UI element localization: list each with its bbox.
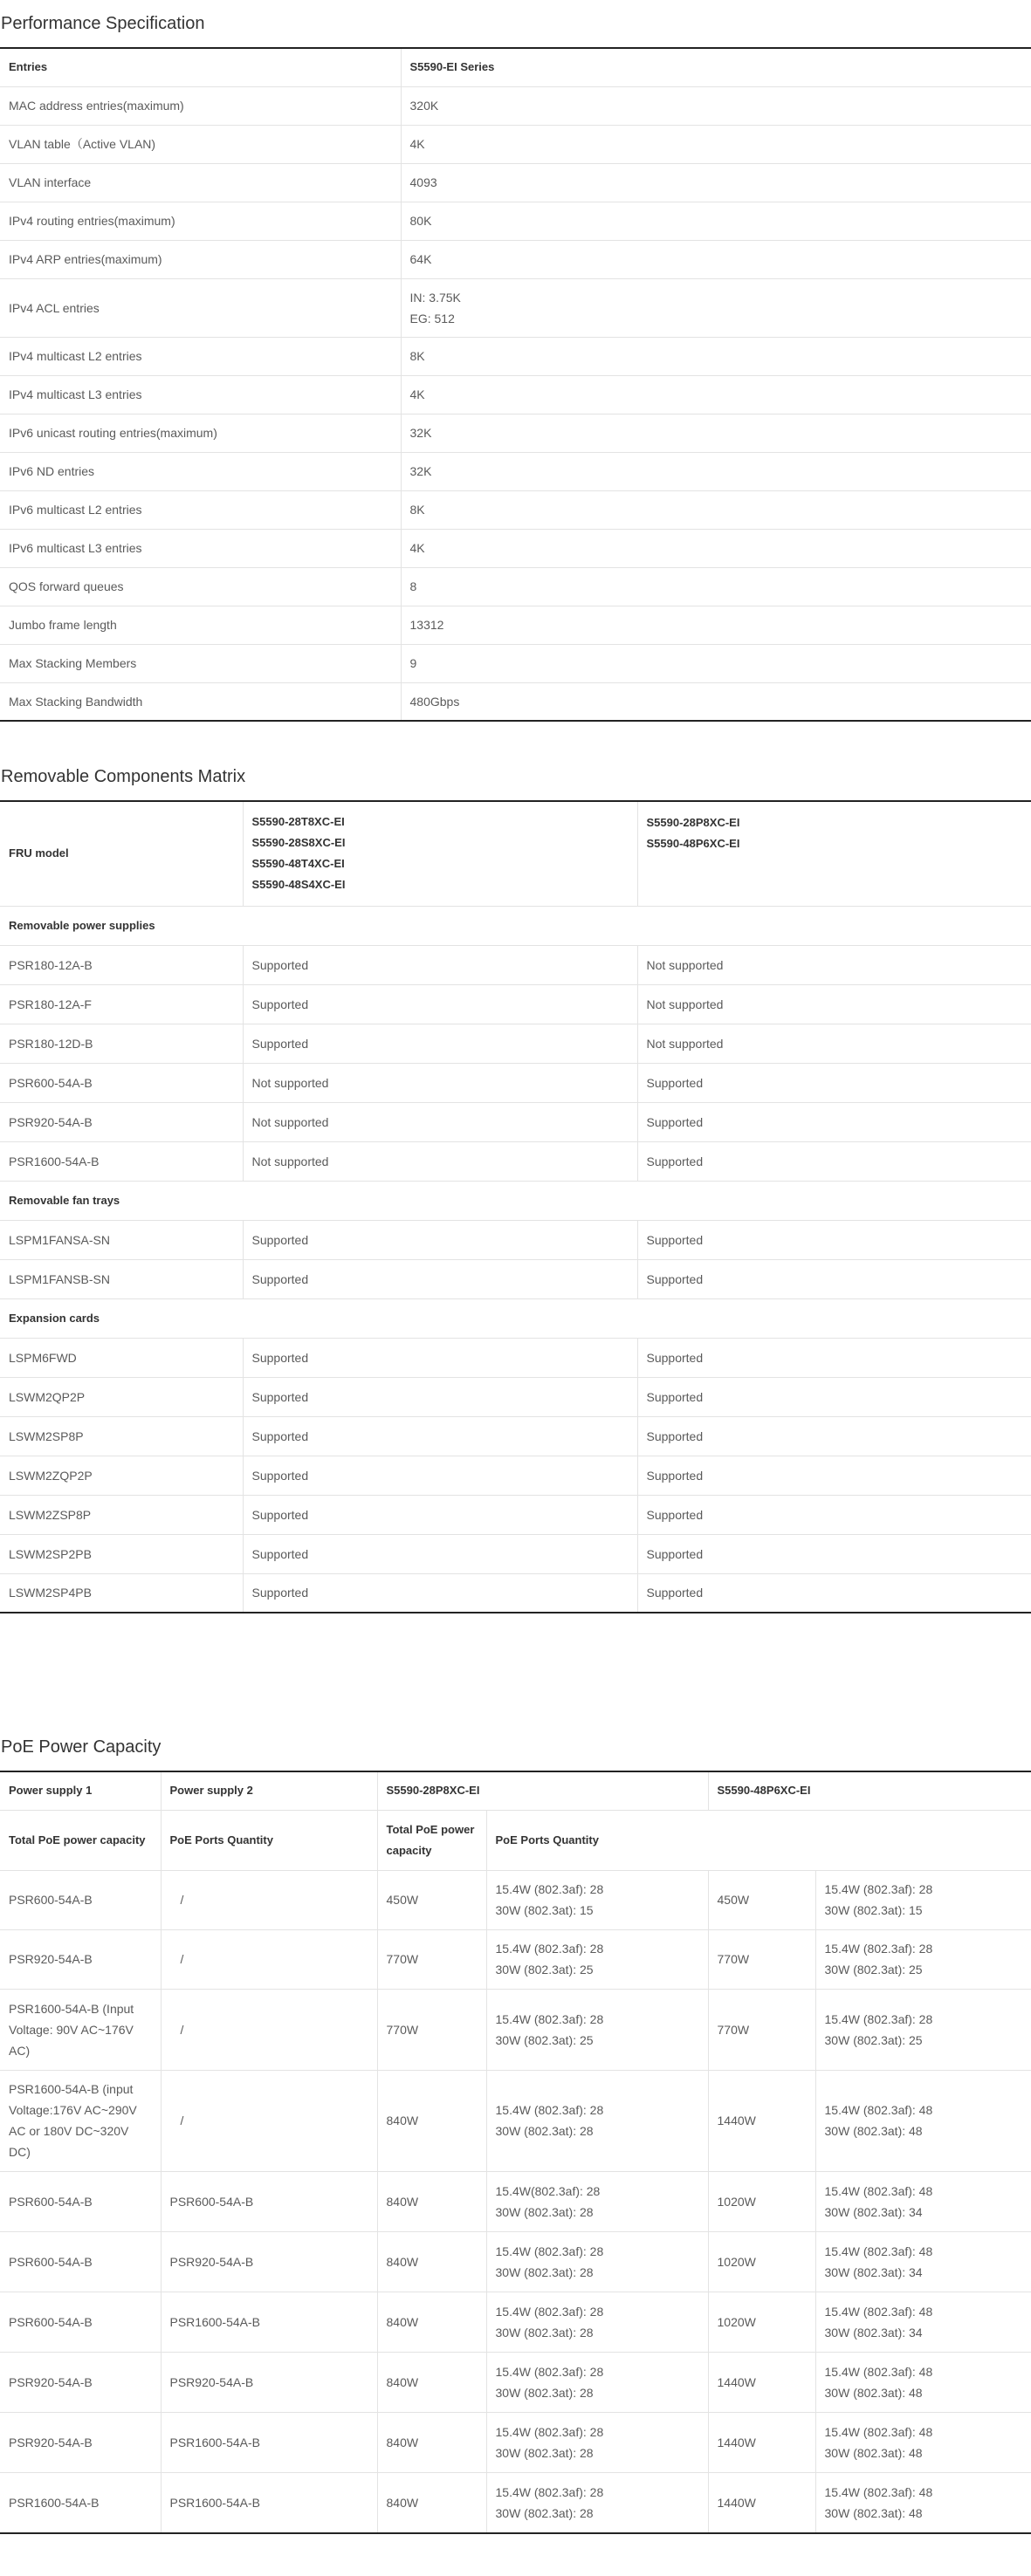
fru-model: LSWM2ZSP8P xyxy=(0,1495,243,1534)
ps1: PSR920-54A-B xyxy=(0,2352,161,2412)
fru-model: LSWM2SP4PB xyxy=(0,1573,243,1613)
ps1: PSR920-54A-B xyxy=(0,2412,161,2472)
capacity-b: 1440W xyxy=(708,2352,815,2412)
perf-cell-value: 8 xyxy=(401,567,1031,606)
ps1: PSR600-54A-B xyxy=(0,2231,161,2292)
ps2: PSR600-54A-B xyxy=(161,2171,377,2231)
poe-header-model-a: S5590-28P8XC-EI xyxy=(377,1771,708,1810)
ports-line: 30W (802.3at): 28 xyxy=(495,2445,594,2460)
ports-a xyxy=(486,1989,708,2070)
capacity-b: 1020W xyxy=(708,2292,815,2352)
table-row xyxy=(0,375,1031,414)
perf-cell-label: Jumbo frame length xyxy=(0,606,401,644)
ps2: / xyxy=(161,1929,377,1989)
perf-cell-value: 4K xyxy=(401,529,1031,567)
capacity-a: 840W xyxy=(377,2412,486,2472)
perf-cell-value: 8K xyxy=(401,490,1031,529)
ps2: PSR1600-54A-B xyxy=(161,2472,377,2533)
capacity-b: 770W xyxy=(708,1929,815,1989)
table-row xyxy=(0,2472,1031,2533)
table-row xyxy=(0,945,1031,984)
table-row xyxy=(0,240,1031,278)
poe-header-model-b: S5590-48P6XC-EI xyxy=(708,1771,1031,1810)
section-label: Removable power supplies xyxy=(0,906,1031,945)
support-a: Supported xyxy=(243,1024,637,1063)
ports-line: 30W (802.3at): 25 xyxy=(824,1963,923,1977)
ports-b xyxy=(815,2171,1031,2231)
ps2: / xyxy=(161,2070,377,2171)
perf-cell-value: 32K xyxy=(401,414,1031,452)
model-name: S5590-28P8XC-EI xyxy=(646,816,740,829)
ps1: PSR920-54A-B xyxy=(0,1929,161,1989)
table-row xyxy=(0,1063,1031,1102)
perf-title: Performance Specification xyxy=(1,14,205,33)
support-b: Not supported xyxy=(637,945,1031,984)
perf-cell-label: Max Stacking Members xyxy=(0,644,401,682)
support-b: Supported xyxy=(637,1416,1031,1456)
model-name: S5590-48S4XC-EI xyxy=(251,878,346,892)
capacity-b: 1020W xyxy=(708,2171,815,2231)
ports-line: 30W (802.3at): 28 xyxy=(495,2124,594,2138)
table-row xyxy=(0,2231,1031,2292)
capacity-a: 770W xyxy=(377,1929,486,1989)
ports-a xyxy=(486,2472,708,2533)
model-name: S5590-28T8XC-EI xyxy=(251,815,345,829)
ports-line: 30W (802.3at): 34 xyxy=(824,2264,923,2279)
table-row xyxy=(0,1102,1031,1141)
poe-sub-capacity: Total PoE power capacity xyxy=(0,1810,161,1870)
capacity-b: 450W xyxy=(708,1870,815,1929)
perf-cell-label: VLAN interface xyxy=(0,163,401,202)
table-row xyxy=(0,2412,1031,2472)
table-row xyxy=(0,682,1031,721)
table-row xyxy=(0,414,1031,452)
perf-cell-label: IPv6 multicast L2 entries xyxy=(0,490,401,529)
perf-cell-value: 32K xyxy=(401,452,1031,490)
ps1: PSR600-54A-B xyxy=(0,2292,161,2352)
poe-header-ps1: Power supply 1 xyxy=(0,1771,161,1810)
fru-model: LSPM6FWD xyxy=(0,1338,243,1377)
ports-line: 30W (802.3at): 28 xyxy=(495,2264,594,2279)
perf-cell-value: 13312 xyxy=(401,606,1031,644)
ports-line: 30W (802.3at): 48 xyxy=(824,2445,923,2460)
table-row xyxy=(0,529,1031,567)
ports-line: 15.4W (802.3af): 28 xyxy=(495,2304,604,2319)
capacity-a: 840W xyxy=(377,2171,486,2231)
ports-line: 30W (802.3at): 34 xyxy=(824,2325,923,2340)
capacity-a: 840W xyxy=(377,2070,486,2171)
ps2: PSR920-54A-B xyxy=(161,2352,377,2412)
support-b: Not supported xyxy=(637,1024,1031,1063)
ports-line: 15.4W (802.3af): 28 xyxy=(824,1882,933,1896)
table-row xyxy=(0,2292,1031,2352)
poe-table xyxy=(0,1771,1031,2534)
ports-line: 15.4W (802.3af): 48 xyxy=(824,2244,933,2258)
ps1: PSR600-54A-B xyxy=(0,2171,161,2231)
ports-line: 30W (802.3at): 34 xyxy=(824,2204,923,2219)
ports-a xyxy=(486,2070,708,2171)
perf-cell-label: IPv6 unicast routing entries(maximum) xyxy=(0,414,401,452)
support-b: Supported xyxy=(637,1573,1031,1613)
support-b: Supported xyxy=(637,1102,1031,1141)
table-row xyxy=(0,1870,1031,1929)
ps1: PSR1600-54A-B xyxy=(0,2472,161,2533)
perf-cell-value: 8K xyxy=(401,337,1031,375)
section-row xyxy=(0,906,1031,945)
support-a: Supported xyxy=(243,1416,637,1456)
ports-line: 15.4W (802.3af): 48 xyxy=(824,2484,933,2499)
table-row xyxy=(0,337,1031,375)
poe-sub-ports: PoE Ports Quantity xyxy=(486,1810,1031,1870)
perf-cell-value: 9 xyxy=(401,644,1031,682)
ports-line: 15.4W (802.3af): 48 xyxy=(824,2103,933,2117)
ps2: PSR920-54A-B xyxy=(161,2231,377,2292)
poe-title: PoE Power Capacity xyxy=(1,1737,162,1757)
perf-cell-line: IN: 3.75K xyxy=(409,290,461,305)
ps2: / xyxy=(161,1870,377,1929)
ports-line: 30W (802.3at): 48 xyxy=(824,2505,923,2520)
table-row xyxy=(0,2352,1031,2412)
ports-a xyxy=(486,2412,708,2472)
ports-a xyxy=(486,1929,708,1989)
perf-cell-line: EG: 512 xyxy=(409,311,455,325)
support-a: Supported xyxy=(243,1495,637,1534)
ports-line: 15.4W (802.3af): 48 xyxy=(824,2364,933,2379)
ports-line: 30W (802.3at): 28 xyxy=(495,2505,594,2520)
perf-cell-value: 320K xyxy=(401,86,1031,125)
table-row xyxy=(0,1929,1031,1989)
perf-cell-label: IPv6 ND entries xyxy=(0,452,401,490)
support-a: Supported xyxy=(243,945,637,984)
table-row xyxy=(0,1573,1031,1613)
table-row xyxy=(0,163,1031,202)
capacity-b: 1020W xyxy=(708,2231,815,2292)
table-row xyxy=(0,1456,1031,1495)
perf-cell-value: 4K xyxy=(401,125,1031,163)
ports-a xyxy=(486,2231,708,2292)
support-b: Supported xyxy=(637,1063,1031,1102)
section-row xyxy=(0,1181,1031,1220)
perf-cell-label: IPv6 multicast L3 entries xyxy=(0,529,401,567)
perf-cell-label: MAC address entries(maximum) xyxy=(0,86,401,125)
ports-line: 30W (802.3at): 28 xyxy=(495,2204,594,2219)
table-row xyxy=(0,1495,1031,1534)
ports-line: 15.4W (802.3af): 28 xyxy=(495,2103,604,2117)
table-row xyxy=(0,202,1031,240)
ports-line: 30W (802.3at): 15 xyxy=(824,1903,923,1917)
support-a: Not supported xyxy=(243,1063,637,1102)
perf-header-row xyxy=(0,48,1031,86)
perf-cell-label: IPv4 ARP entries(maximum) xyxy=(0,240,401,278)
support-b: Supported xyxy=(637,1495,1031,1534)
model-name: S5590-28S8XC-EI xyxy=(251,836,346,850)
support-b: Supported xyxy=(637,1456,1031,1495)
ps2: / xyxy=(161,1989,377,2070)
ports-line: 30W (802.3at): 25 xyxy=(495,1963,594,1977)
support-b: Supported xyxy=(637,1220,1031,1259)
fru-model: LSWM2ZQP2P xyxy=(0,1456,243,1495)
poe-sub-ports: PoE Ports Quantity xyxy=(161,1810,377,1870)
ports-line: 15.4W (802.3af): 28 xyxy=(495,2484,604,2499)
support-a: Supported xyxy=(243,1377,637,1416)
table-row xyxy=(0,278,1031,337)
table-row xyxy=(0,2070,1031,2171)
ports-a xyxy=(486,2352,708,2412)
table-row xyxy=(0,1534,1031,1573)
ports-line: 15.4W (802.3af): 28 xyxy=(495,2364,604,2379)
perf-cell-value: 80K xyxy=(401,202,1031,240)
support-a: Supported xyxy=(243,1259,637,1298)
capacity-b: 1440W xyxy=(708,2472,815,2533)
perf-cell-value xyxy=(401,278,1031,337)
table-row xyxy=(0,86,1031,125)
support-a: Supported xyxy=(243,1338,637,1377)
comp-header-row xyxy=(0,801,1031,906)
ports-b xyxy=(815,1929,1031,1989)
section-row xyxy=(0,1298,1031,1338)
table-row xyxy=(0,1024,1031,1063)
comp-header-fru: FRU model xyxy=(0,801,243,906)
ports-line: 30W (802.3at): 28 xyxy=(495,2385,594,2400)
table-row xyxy=(0,984,1031,1024)
capacity-b: 1440W xyxy=(708,2070,815,2171)
ports-line: 30W (802.3at): 48 xyxy=(824,2124,923,2138)
poe-subheader-row xyxy=(0,1810,1031,1870)
ports-b xyxy=(815,2352,1031,2412)
table-row xyxy=(0,1416,1031,1456)
ports-b xyxy=(815,1870,1031,1929)
support-a: Supported xyxy=(243,1534,637,1573)
ports-line: 30W (802.3at): 48 xyxy=(824,2385,923,2400)
section-label: Expansion cards xyxy=(0,1298,1031,1338)
perf-cell-label: QOS forward queues xyxy=(0,567,401,606)
perf-cell-label: IPv4 multicast L2 entries xyxy=(0,337,401,375)
ports-line: 15.4W (802.3af): 28 xyxy=(495,1942,604,1956)
fru-model: PSR920-54A-B xyxy=(0,1102,243,1141)
capacity-a: 840W xyxy=(377,2352,486,2412)
ports-b xyxy=(815,2292,1031,2352)
table-row xyxy=(0,644,1031,682)
support-a: Supported xyxy=(243,1573,637,1613)
table-row xyxy=(0,2171,1031,2231)
support-a: Not supported xyxy=(243,1141,637,1181)
perf-cell-label: IPv4 ACL entries xyxy=(0,278,401,337)
support-b: Supported xyxy=(637,1377,1031,1416)
ports-line: 15.4W (802.3af): 28 xyxy=(495,2011,604,2026)
fru-model: PSR180-12A-F xyxy=(0,984,243,1024)
ports-b xyxy=(815,2472,1031,2533)
support-b: Not supported xyxy=(637,984,1031,1024)
table-row xyxy=(0,1141,1031,1181)
comp-header-model-group-b xyxy=(637,801,1031,906)
table-row xyxy=(0,1377,1031,1416)
fru-model: PSR180-12D-B xyxy=(0,1024,243,1063)
support-b: Supported xyxy=(637,1534,1031,1573)
capacity-a: 840W xyxy=(377,2292,486,2352)
poe-header-ps2: Power supply 2 xyxy=(161,1771,377,1810)
ps1: PSR1600-54A-B (input Voltage:176V AC~290V AC or 180V DC~320V DC) xyxy=(0,2070,161,2171)
ports-line: 30W (802.3at): 25 xyxy=(495,2032,594,2047)
fru-model: PSR600-54A-B xyxy=(0,1063,243,1102)
support-b: Supported xyxy=(637,1338,1031,1377)
support-a: Supported xyxy=(243,1220,637,1259)
perf-cell-value: 480Gbps xyxy=(401,682,1031,721)
table-row xyxy=(0,567,1031,606)
fru-model: LSWM2SP2PB xyxy=(0,1534,243,1573)
ps1: PSR600-54A-B xyxy=(0,1870,161,1929)
table-row xyxy=(0,606,1031,644)
ports-line: 15.4W (802.3af): 28 xyxy=(824,1942,933,1956)
support-a: Supported xyxy=(243,984,637,1024)
table-row xyxy=(0,1338,1031,1377)
comp-title: Removable Components Matrix xyxy=(1,767,246,786)
perf-cell-value: 64K xyxy=(401,240,1031,278)
poe-header-row xyxy=(0,1771,1031,1810)
ports-a xyxy=(486,2292,708,2352)
fru-model: LSPM1FANSA-SN xyxy=(0,1220,243,1259)
section-label: Removable fan trays xyxy=(0,1181,1031,1220)
ports-line: 30W (802.3at): 15 xyxy=(495,1903,594,1917)
model-name: S5590-48T4XC-EI xyxy=(251,857,345,871)
ports-line: 15.4W (802.3af): 28 xyxy=(495,2244,604,2258)
ports-line: 15.4W (802.3af): 48 xyxy=(824,2183,933,2198)
support-b: Supported xyxy=(637,1141,1031,1181)
table-row xyxy=(0,1220,1031,1259)
ports-a xyxy=(486,2171,708,2231)
comp-header-model-group-a xyxy=(243,801,637,906)
capacity-a: 840W xyxy=(377,2231,486,2292)
fru-model: LSWM2SP8P xyxy=(0,1416,243,1456)
ports-a xyxy=(486,1870,708,1929)
fru-model: LSPM1FANSB-SN xyxy=(0,1259,243,1298)
ports-b xyxy=(815,2070,1031,2171)
table-row xyxy=(0,125,1031,163)
support-a: Supported xyxy=(243,1456,637,1495)
perf-header-entries: Entries xyxy=(0,48,401,86)
ports-b xyxy=(815,2412,1031,2472)
capacity-b: 770W xyxy=(708,1989,815,2070)
ps2: PSR1600-54A-B xyxy=(161,2292,377,2352)
perf-cell-value: 4093 xyxy=(401,163,1031,202)
perf-cell-label: Max Stacking Bandwidth xyxy=(0,682,401,721)
model-name: S5590-48P6XC-EI xyxy=(646,837,740,850)
ports-line: 15.4W (802.3af): 28 xyxy=(495,2424,604,2439)
capacity-b: 1440W xyxy=(708,2412,815,2472)
ports-line: 30W (802.3at): 28 xyxy=(495,2325,594,2340)
ports-line: 15.4W (802.3af): 48 xyxy=(824,2304,933,2319)
poe-sub-capacity: Total PoE power capacity xyxy=(377,1810,486,1870)
ports-line: 30W (802.3at): 25 xyxy=(824,2032,923,2047)
comp-table xyxy=(0,800,1031,1613)
support-a: Not supported xyxy=(243,1102,637,1141)
table-row xyxy=(0,1989,1031,2070)
ports-line: 15.4W (802.3af): 28 xyxy=(824,2011,933,2026)
ports-line: 15.4W (802.3af): 28 xyxy=(495,1882,604,1896)
perf-table xyxy=(0,47,1031,722)
perf-cell-label: VLAN table（Active VLAN) xyxy=(0,125,401,163)
capacity-a: 840W xyxy=(377,2472,486,2533)
ports-line: 15.4W (802.3af): 48 xyxy=(824,2424,933,2439)
fru-model: LSWM2QP2P xyxy=(0,1377,243,1416)
ports-b xyxy=(815,2231,1031,2292)
fru-model: PSR180-12A-B xyxy=(0,945,243,984)
ports-line: 15.4W(802.3af): 28 xyxy=(495,2183,601,2198)
fru-model: PSR1600-54A-B xyxy=(0,1141,243,1181)
perf-header-series: S5590-EI Series xyxy=(401,48,1031,86)
ports-b xyxy=(815,1989,1031,2070)
ps1: PSR1600-54A-B (Input Voltage: 90V AC~176V AC) xyxy=(0,1989,161,2070)
table-row xyxy=(0,452,1031,490)
capacity-a: 450W xyxy=(377,1870,486,1929)
perf-cell-label: IPv4 multicast L3 entries xyxy=(0,375,401,414)
table-row xyxy=(0,490,1031,529)
capacity-a: 770W xyxy=(377,1989,486,2070)
table-row xyxy=(0,1259,1031,1298)
perf-cell-value: 4K xyxy=(401,375,1031,414)
support-b: Supported xyxy=(637,1259,1031,1298)
ps2: PSR1600-54A-B xyxy=(161,2412,377,2472)
perf-cell-label: IPv4 routing entries(maximum) xyxy=(0,202,401,240)
